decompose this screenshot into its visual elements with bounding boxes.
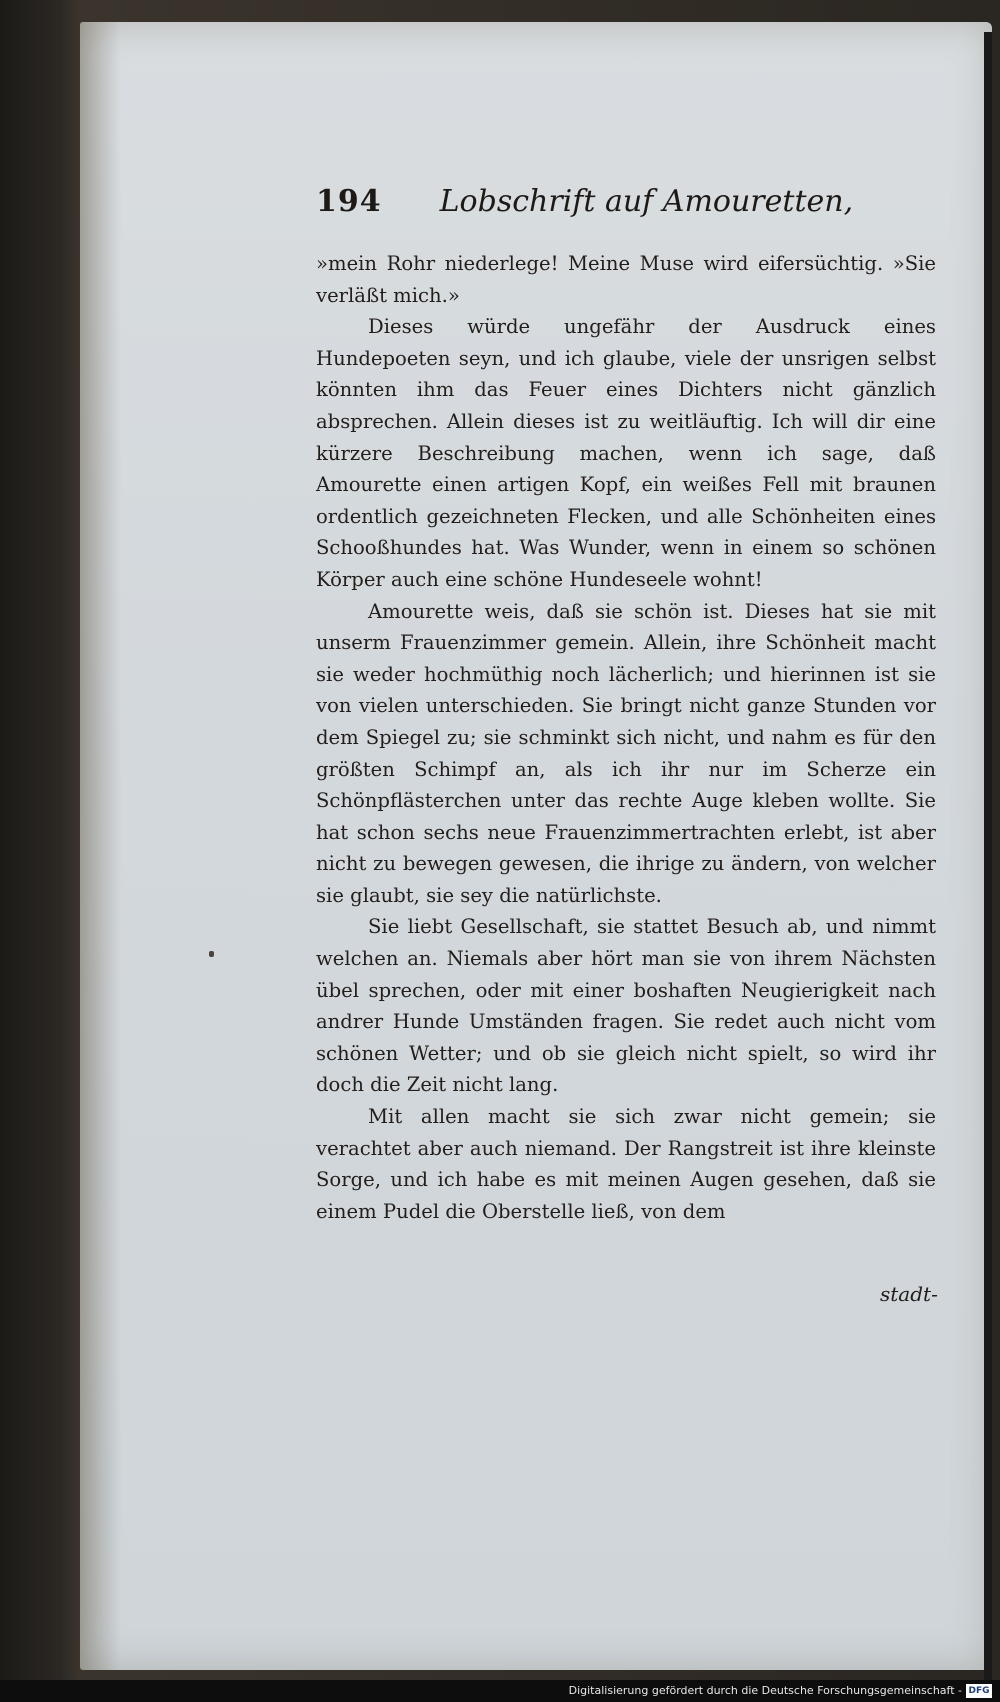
paragraph: Amourette weis, daß sie schön ist. Dieses hat sie mit unserm Frauenzimmer gemein. Allein, ihre Schönheit macht sie weder hochmüthig noch lächerlich; und hierinnen ist sie von vielen unterschieden. Sie bringt nicht ganze Stunden vor dem Spiegel zu; sie schminkt sich nicht, und nahm es für den größten Schimpf an, als ich ihr nur im Scherze ein Schönpflästerchen unter das rechte Auge kleben wollte. Sie hat schon sechs neue Frauenzimmertrachten erlebt, ist aber nicht zu bewegen gewesen, die ihrige zu ändern, von welcher sie glaubt, sie sey die natürlichste. <box>316 599 936 907</box>
paragraph: Sie liebt Gesellschaft, sie stattet Besuch ab, und nimmt welchen an. Niemals aber hört man sie von ihrem Nächsten übel sprechen, oder mit einer boshaften Neugierigkeit nach andrer Hunde Umständen fragen. Sie redet auch nicht vom schönen Wetter; und ob sie gleich nicht spielt, so wird ihr doch die Zeit nicht lang. <box>316 915 936 1097</box>
paragraph: »mein Rohr niederlege! Meine Muse wird eifersüchtig. »Sie verläßt mich.» <box>316 252 936 307</box>
page-edge-shadow <box>984 32 992 1692</box>
digitization-credit: Digitalisierung gefördert durch die Deutsche Forschungsgemeinschaft - <box>568 1684 962 1697</box>
page-header <box>316 184 936 236</box>
ink-speck <box>209 951 214 957</box>
page-number: 194 <box>316 184 382 219</box>
paragraph: Dieses würde ungefähr der Ausdruck eines Hundepoeten seyn, und ich glaube, viele der unsrigen selbst könnten ihm das Feuer eines Dichters nicht gänzlich absprechen. Allein dieses ist zu weitläuftig. Ich will dir eine kürzere Beschreibung machen, wenn ich sage, daß Amourette einen artigen Kopf, ein weißes Fell mit braunen ordentlich gezeichneten Flecken, und alle Schönheiten eines Schooßhundes hat. Was Wunder, wenn in einem so schönen Körper auch eine schöne Hundeseele wohnt! <box>316 315 936 591</box>
dfg-logo-icon: DFG <box>966 1684 992 1698</box>
catchword: stadt- <box>880 1282 938 1306</box>
body-text <box>316 248 936 1227</box>
paragraph: Mit allen macht sie sich zwar nicht gemein; sie verachtet aber auch niemand. Der Rangstreit ist ihre kleinste Sorge, und ich habe es mit meinen Augen gesehen, daß sie einem Pudel die Oberstelle ließ, von dem <box>316 1105 936 1223</box>
running-title: Lobschrift auf Amouretten, <box>439 184 854 219</box>
